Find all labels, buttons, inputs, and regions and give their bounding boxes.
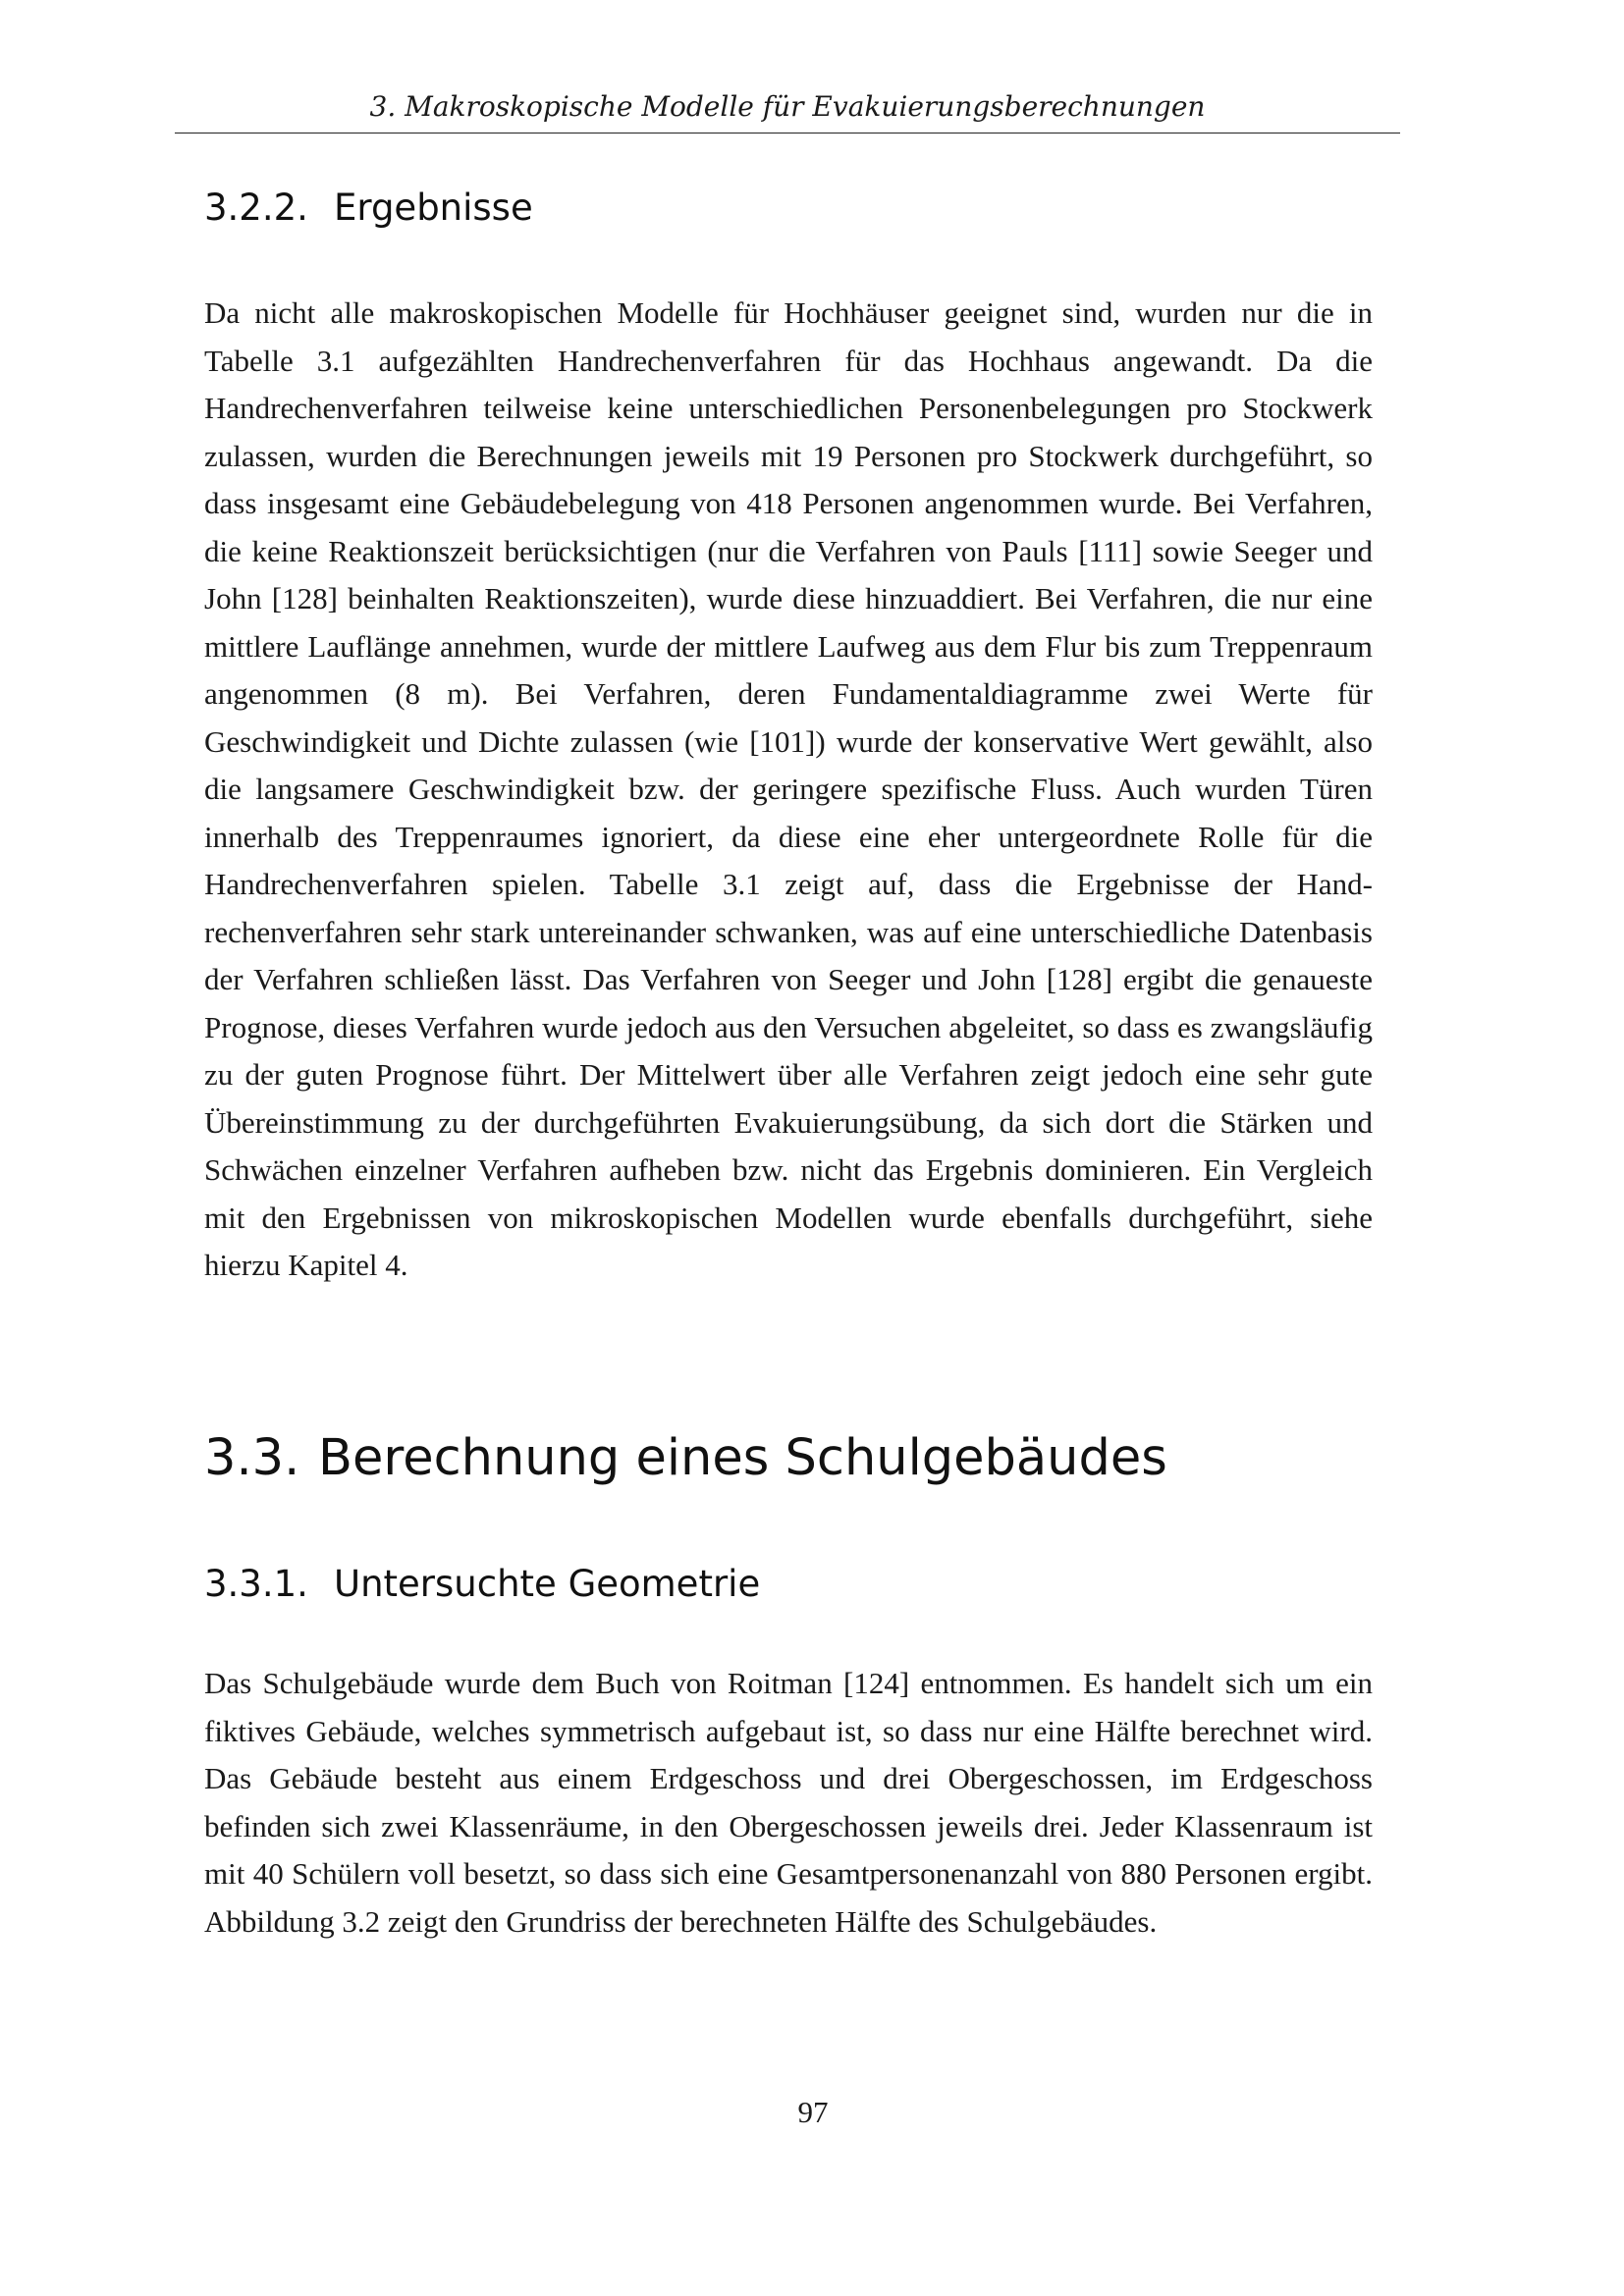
- section-number: 3.3.1.: [204, 1563, 308, 1605]
- section-heading-3-3: [204, 1429, 1167, 1488]
- section-heading-3-3-1: [204, 1563, 760, 1606]
- paragraph-ergebnisse: Da nicht alle makroskopischen Modelle für Hochhäuser geeignet sind, wurden nur die in Tabelle 3.1 aufgezählten Handrechenverfahren für das Hochhaus angewandt. Da die Handrechenverfahren teilweise keine unterschiedlichen Personenbelegungen pro Stockwerk zulassen, wurden die Berechnungen jeweils mit 19 Personen pro Stockwerk durchgeführt, so dass insgesamt eine Gebäudebelegung von 418 Personen angenommen wurde. Bei Verfahren, die keine Reaktionszeit berücksichtigen (nur die Verfahren von Pauls [111] sowie Seeger und John [128] beinhalten Reaktionszeiten), wurde diese hinzuaddiert. Bei Verfahren, die nur eine mittlere Lauflänge annehmen, wurde der mittlere Laufweg aus dem Flur bis zum Treppenraum angenommen (8 m). Bei Verfahren, deren Fundamentaldiagramme zwei Werte für Geschwindigkeit und Dichte zulassen (wie [101]) wurde der konservative Wert gewählt, also die langsamere Geschwindigkeit bzw. der geringere spezifische Fluss. Auch wurden Türen innerhalb des Treppenraumes ignoriert, da diese eine eher untergeordnete Rolle für die Handrechenverfahren spielen. Tabelle 3.1 zeigt auf, dass die Ergebnisse der Handrechenverfahren sehr stark untereinander schwanken, was auf eine unterschiedliche Datenbasis der Verfahren schließen lässt. Das Verfahren von Seeger und John [128] ergibt die genaueste Prognose, dieses Verfahren wurde jedoch aus den Versuchen abgeleitet, so dass es zwangsläufig zu der guten Prognose führt. Der Mittelwert über alle Verfahren zeigt jedoch eine sehr gute Übereinstimmung zu der durchgeführten Evakuierungsübung, da sich dort die Stärken und Schwächen einzelner Verfahren aufheben bzw. nicht das Ergebnis dominieren. Ein Vergleich mit den Ergebnissen von mikroskopischen Modellen wurde ebenfalls durchgeführt, siehe hierzu Kapitel 4.: [204, 295, 1373, 1282]
- paragraph-untersuchte-geometrie: Das Schulgebäude wurde dem Buch von Roitman [124] entnommen. Es handelt sich um ein fiktives Gebäude, welches symmetrisch aufgebaut ist, so dass nur eine Hälfte berechnet wird. Das Gebäude besteht aus einem Erdgeschoss und drei Obergeschossen, im Erdgeschoss befinden sich zwei Klassenräume, in den Obergeschossen jeweils drei. Jeder Klassenraum ist mit 40 Schülern voll besetzt, so dass sich eine Gesamtpersonenanzahl von 880 Personen ergibt. Abbildung 3.2 zeigt den Grundriss der berechneten Hälfte des Schulgebäudes.: [204, 1666, 1373, 1939]
- section-title: Untersuchte Geometrie: [334, 1563, 761, 1605]
- section-number: 3.2.2.: [204, 187, 308, 229]
- section-title: Berechnung eines Schulgebäudes: [318, 1429, 1167, 1487]
- section-title: Ergebnisse: [334, 187, 533, 229]
- section-number: 3.3.: [204, 1429, 300, 1487]
- page-number: 97: [797, 2095, 829, 2129]
- section-heading-3-2-2: [204, 187, 533, 230]
- running-head: 3. Makroskopische Modelle für Evakuierungsberechnungen: [369, 90, 1206, 123]
